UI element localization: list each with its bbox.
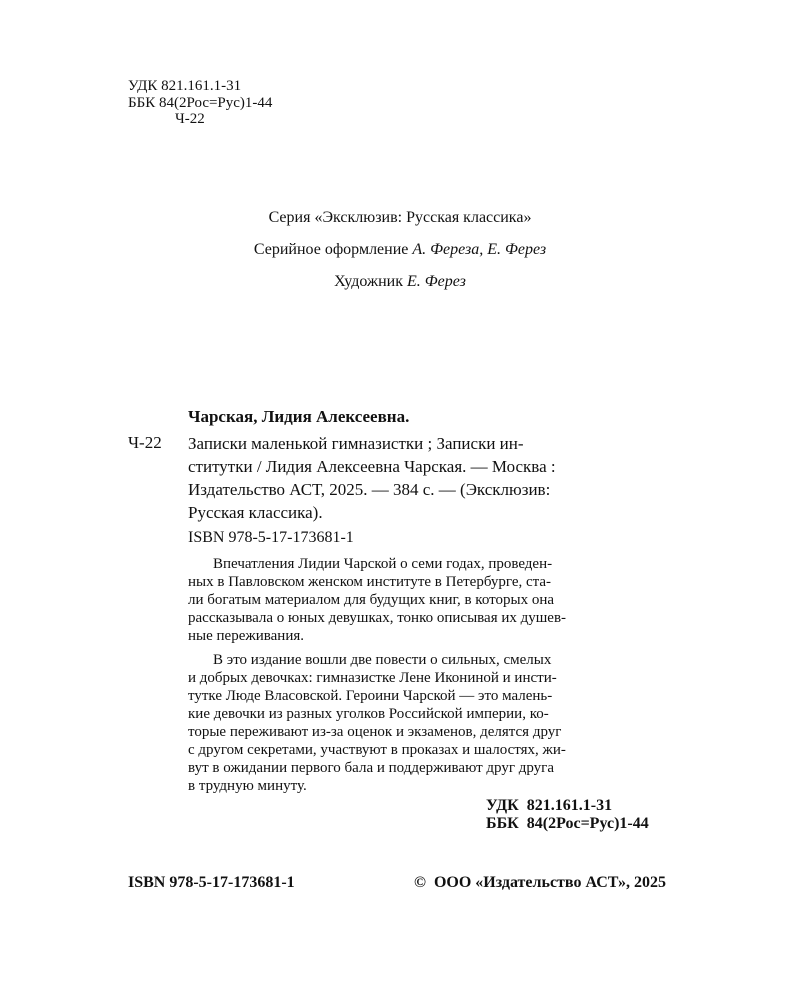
annotation-line: торые переживают из-за оценок и экзаменов, делятся друг [188, 724, 562, 740]
footer-isbn: ISBN 978-5-17-173681-1 [128, 874, 295, 891]
annotation-line: в трудную минуту. [188, 778, 307, 794]
bbk-code-top: ББК 84(2Рос=Рус)1-44 [128, 95, 273, 111]
annotation-line: с другом секретами, участвуют в проказах и шалостях, жи- [188, 742, 566, 758]
udk-code-bottom: УДК 821.161.1-31 [486, 797, 613, 814]
isbn-record: ISBN 978-5-17-173681-1 [188, 529, 354, 546]
annotation-line: тутке Люде Власовской. Героини Чарской — это малень- [188, 688, 553, 704]
author-mark-top: Ч-22 [175, 111, 205, 127]
artist-credit-name: Е. Ферез [406, 273, 466, 290]
design-credit [0, 240, 800, 260]
design-credit-names: А. Фереза, Е. Ферез [412, 241, 547, 258]
design-credit-label: Серийное оформление [253, 241, 409, 258]
annotation-line: рассказывала о юных девушках, тонко описывая их душев- [188, 610, 567, 626]
annotation-line: кие девочки из разных уголков Российской империи, ко- [188, 706, 549, 722]
annotation-line: вут в ожидании первого бала и поддерживают друг друга [188, 760, 554, 776]
annotation-line: ных в Павловском женском институте в Петербурге, ста- [188, 574, 552, 590]
annotation-paragraph-2 [188, 651, 712, 795]
description-line: Русская классика). [188, 503, 323, 522]
description-line: ститутки / Лидия Алексеевна Чарская. — Москва : [188, 457, 556, 476]
annotation-line: В это издание вошли две повести о сильных, смелых [213, 652, 552, 668]
bbk-code-bottom: ББК 84(2Рос=Рус)1-44 [486, 815, 649, 832]
copyright: © ООО «Издательство АСТ», 2025 [414, 874, 667, 891]
series-line: Серия «Эксклюзив: Русская классика» [268, 209, 532, 226]
annotation-line: ные переживания. [188, 628, 304, 644]
annotation-line: ли богатым материалом для будущих книг, в которых она [188, 592, 554, 608]
description-line: Записки маленькой гимназистки ; Записки ин- [188, 434, 524, 453]
udk-code-top: УДК 821.161.1-31 [128, 78, 242, 94]
author-mark: Ч-22 [128, 433, 162, 452]
annotation-line: и добрых девочках: гимназистке Лене Икониной и инсти- [188, 670, 557, 686]
artist-credit [0, 272, 800, 292]
annotation-paragraph-1 [188, 555, 712, 645]
annotation-line: Впечатления Лидии Чарской о семи годах, проведен- [213, 556, 553, 572]
description-line: Издательство АСТ, 2025. — 384 с. — (Эксклюзив: [188, 480, 551, 499]
bibliographic-description [188, 432, 712, 524]
artist-credit-label: Художник [334, 273, 403, 290]
author-heading: Чарская, Лидия Алексеевна. [188, 407, 410, 426]
